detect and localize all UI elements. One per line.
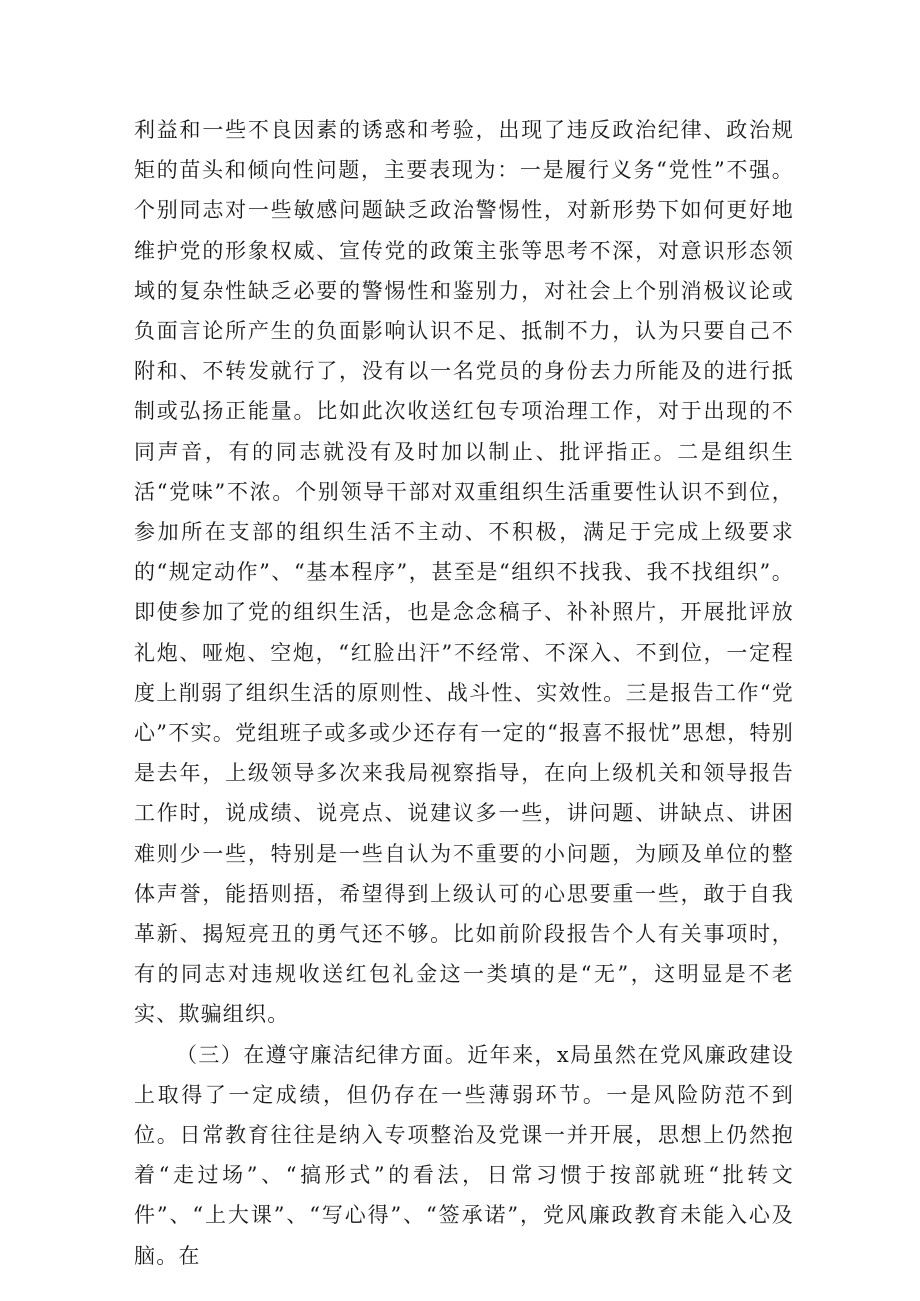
paragraph-section-three: （三）在遵守廉洁纪律方面。近年来，x局虽然在党风廉政建设上取得了一定成绩，但仍存在一些薄弱环节。一是风险防范不到位。日常教育往往是纳入专项整治及党课一并开展，思想上仍然抱着“走过场”、“搞形式”的看法，日常习惯于按部就班“批转文件”、“上大课”、“写心得”、“签承诺”，党风廉政教育未能入心及脑。在 xyxy=(134,1042,794,1268)
paragraph-continued: 利益和一些不良因素的诱惑和考验，出现了违反政治纪律、政治规矩的苗头和倾向性问题，主要表现为：一是履行义务“党性”不强。个别同志对一些敏感问题缺乏政治警惕性，对新形势下如何更好地维护党的形象权威、宣传党的政策主张等思考不深，对意识形态领域的复杂性缺乏必要的警惕性和鉴别力，对社会上个别消极议论或负面言论所产生的负面影响认识不足、抵制不力，认为只要自己不附和、不转发就行了，没有以一名党员的身份去力所能及的进行抵制或弘扬正能量。比如此次收送红包专项治理工作，对于出现的不同声音，有的同志就没有及时加以制止、批评指正。二是组织生活“党味”不浓。个别领导干部对双重组织生活重要性认识不到位，参加所在支部的组织生活不主动、不积极，满足于完成上级要求的“规定动作”、“基本程序”，甚至是“组织不找我、我不找组织”。即使参加了党的组织生活，也是念念稿子、补补照片，开展批评放礼炮、哑炮、空炮，“红脸出汗”不经常、不深入、不到位，一定程度上削弱了组织生活的原则性、战斗性、实效性。三是报告工作“党心”不实。党组班子或多或少还存有一定的“报喜不报忧”思想，特别是去年，上级领导多次来我局视察指导，在向上级机关和领导报告工作时，说成绩、说亮点、说建议多一些，讲问题、讲缺点、讲困难则少一些，特别是一些自认为不重要的小问题，为顾及单位的整体声誉，能捂则捂，希望得到上级认可的心思要重一些，敢于自我革新、揭短亮丑的勇气还不够。比如前阶段报告个人有关事项时，有的同志对违规收送红包礼金这一类填的是“无”，这明显是不老实、欺骗组织。 xyxy=(134,118,794,1027)
document-body xyxy=(134,110,794,1276)
